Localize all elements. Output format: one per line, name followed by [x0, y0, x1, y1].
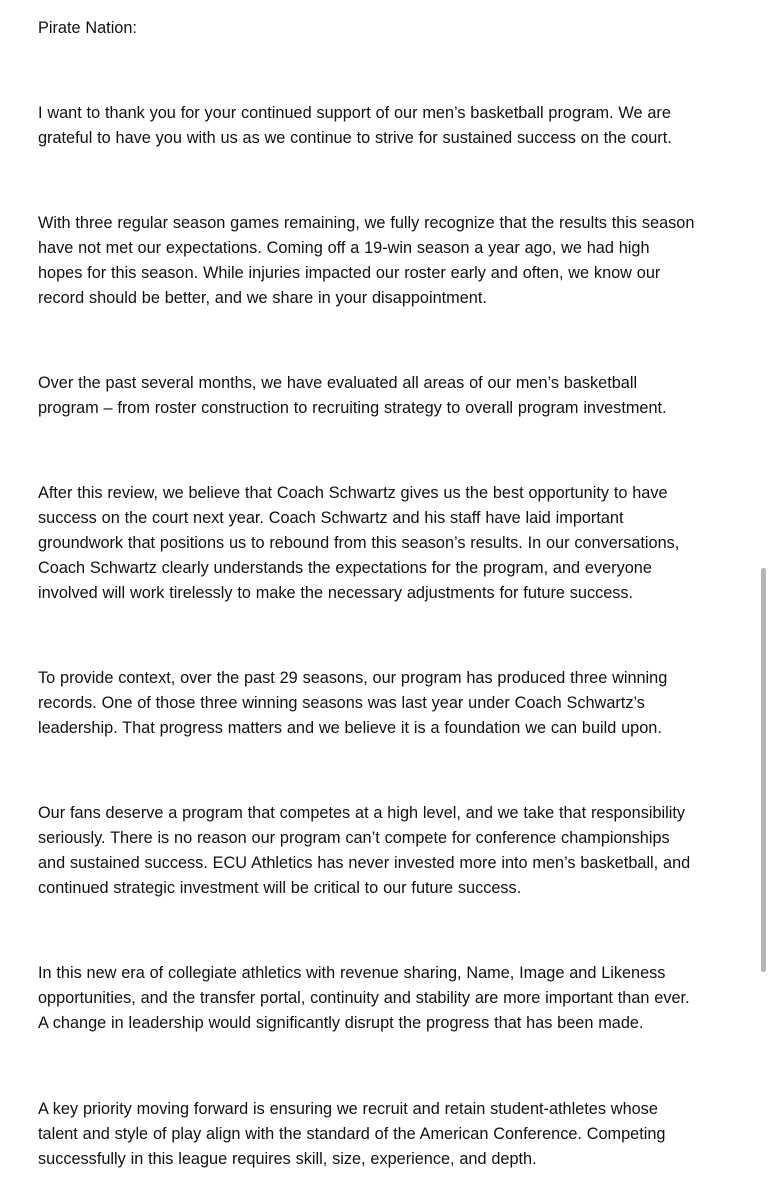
- vertical-scrollbar-thumb[interactable]: [761, 568, 766, 972]
- paragraph-key-priority: A key priority moving forward is ensuring we recruit and retain student-athletes whose talent and style of play align with the standard of the American Conference. Competing successfully in this league requires skill, size, experience, and depth.: [38, 1100, 666, 1168]
- paragraph-context: To provide context, over the past 29 seasons, our program has produced three winning records. One of those three winning seasons was last year under Coach Schwartz’s leadership. That progress matters and we believe it is a foundation we can build upon.: [38, 669, 668, 737]
- paragraph-season-results: With three regular season games remaining, we fully recognize that the results this season have not met our expectations. Coming off a 19-win season a year ago, we had high hopes for this season. While injuries impacted our roster early and often, we know our record should be better, and we share in your disappointment.: [38, 214, 695, 307]
- paragraph-new-era: In this new era of collegiate athletics with revenue sharing, Name, Image and Likeness opportunities, and the transfer portal, continuity and stability are more important than ever. A change in leadership would significantly disrupt the progress that has been made.: [38, 964, 690, 1032]
- paragraph-fans: Our fans deserve a program that competes at a high level, and we take that responsibility seriously. There is no reason our program can’t compete for conference championships and sustained success. ECU Athletics has never invested more into men’s basketball, and continued strategic investment will be critical to our future success.: [38, 804, 691, 897]
- paragraph-gratitude: I want to thank you for your continued support of our men’s basketball program. We are grateful to have you with us as we continue to strive for sustained success on the court.: [38, 104, 672, 147]
- salutation: Pirate Nation:: [38, 19, 137, 37]
- paragraph-program-evaluation: Over the past several months, we have evaluated all areas of our men’s basketball program – from roster construction to recruiting strategy to overall program investment.: [38, 374, 667, 417]
- paragraph-coach-decision: After this review, we believe that Coach Schwartz gives us the best opportunity to have success on the court next year. Coach Schwartz and his staff have laid important groundwork that positions us to rebound from this season’s results. In our conversations, Coach Schwartz clearly understands the expectations for the program, and everyone involved will work tirelessly to make the necessary adjustments for future success.: [38, 484, 680, 602]
